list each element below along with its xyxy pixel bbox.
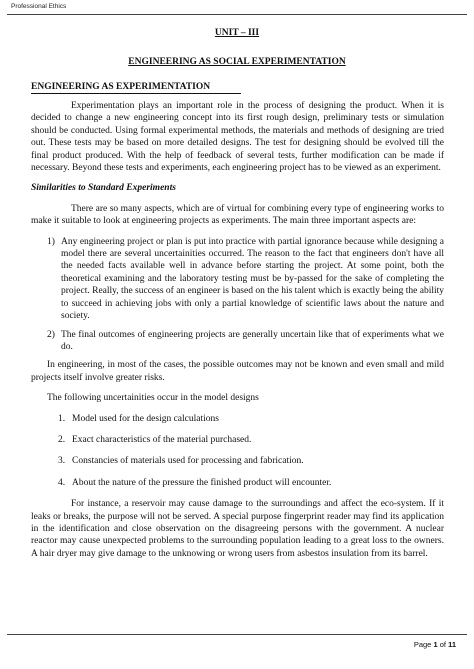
page-word: Page	[413, 640, 432, 649]
list-item-text: About the nature of the pressure the finished product will encounter.	[72, 477, 332, 488]
list-item-number: 1)	[47, 236, 55, 247]
subheading-similarities: Similarities to Standard Experiments	[31, 183, 176, 194]
list-item	[47, 329, 444, 354]
running-header: Professional Ethics	[11, 3, 67, 10]
list-item	[58, 413, 444, 425]
list-item-number: 2.	[58, 434, 66, 445]
section-heading-text: ENGINEERING AS EXPERIMENTATION	[31, 82, 211, 92]
chapter-title: ENGINEERING AS SOCIAL EXPERIMENTATION	[128, 57, 346, 67]
list-item-text: Model used for the design calculations	[72, 413, 219, 424]
list-item	[47, 236, 444, 323]
paragraph-intro: Experimentation plays an important role in the process of designing the product. When it is decided to change a new engineering concept into its first rough design, preliminary tests or simulation should be conducted. Using formal experimental methods, the materials and methods of designing are tried out. These tests may be based on more detailed designs. The test for designing should be evolved till the final product produced. With the help of feedback of several tests, further modification can be made if necessary. Beyond these tests and experiments, each engineering project has to be viewed as an experiment.	[31, 101, 444, 174]
paragraph-uncertainties-intro: The following uncertainities occur in the model designs	[47, 393, 259, 404]
list-item-text: Any engineering project or plan is put into practice with partial ignorance because while designing a model there are several uncertainities occurred. The reason to the fact that engineers don't have all the needed facts available well in advance before starting the project. At some point, both the theoretical examining and the laboratory testing must be by-passed for the sake of completing the project. Really, the success of an engineer is based on the his talent which is exactly being the ability to succeed in achieving jobs with only a partial knowledge of scientific laws about the nature and society.	[61, 236, 444, 322]
list-item	[58, 477, 444, 489]
page-number	[414, 640, 456, 649]
paragraph-outcomes: In engineering, in most of the cases, the possible outcomes may not be known and even small and mild projects itself involve greater risks.	[31, 360, 444, 383]
current-page: 1	[433, 640, 438, 649]
section-heading-underline	[31, 93, 241, 94]
list-item-text: The final outcomes of engineering projects are generally uncertain like that of experiments what we do.	[61, 329, 444, 352]
paragraph-aspects-intro: There are so many aspects, which are of virtual for combining every type of engineering works to make it suitable to look at engineering projects as experiments. The main three important aspects are:	[31, 203, 444, 227]
unit-title: UNIT – III	[214, 28, 260, 38]
body-content	[31, 100, 444, 568]
list-item-number: 2)	[47, 329, 55, 340]
section-heading	[31, 82, 210, 92]
list-item-text: Exact characteristics of the material purchased.	[72, 434, 252, 445]
paragraph-examples: For instance, a reservoir may cause damage to the surroundings and affect the eco-system. If it leaks or breaks, the purpose will not be served. A special purpose fingerprint reader may find its application in the identification and close observation on the disagreeing persons with the government. A nuclear reactor may cause unexpected problems to the surrounding population leading to a great loss to the owners. A hair dryer may give damage to the unknowing or wrong users from asbestos insulation from its barrel.	[31, 499, 444, 559]
list-item-number: 4.	[58, 477, 66, 488]
aspects-list	[47, 236, 444, 354]
of-word: of	[439, 640, 446, 649]
list-item	[58, 434, 444, 446]
list-item-text: Constancies of materials used for processing and fabrication.	[72, 456, 304, 467]
total-pages: 11	[448, 640, 456, 649]
header-divider	[7, 14, 467, 15]
list-item-number: 3.	[58, 456, 66, 467]
list-item-number: 1.	[58, 413, 66, 424]
list-item	[58, 455, 444, 467]
uncertainties-list	[58, 413, 444, 490]
footer-divider	[7, 634, 467, 635]
